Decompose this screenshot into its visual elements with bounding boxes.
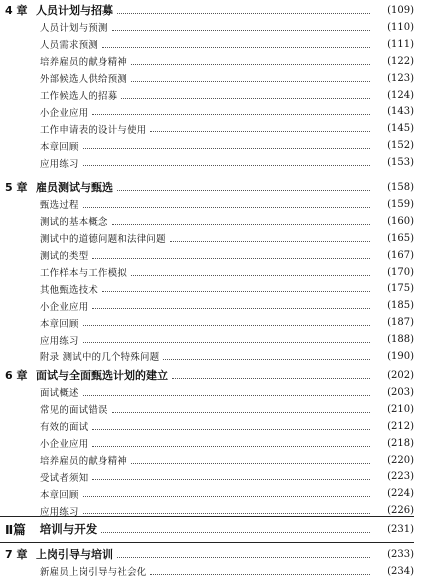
- page-number: (158): [387, 181, 414, 193]
- dot-leader: [83, 207, 370, 208]
- part-2-heading: [0, 519, 426, 539]
- toc-entry: [0, 264, 426, 281]
- entry-title: 甄选过程: [40, 200, 79, 212]
- page-number: (185): [387, 300, 414, 312]
- page-number: (220): [387, 454, 414, 466]
- page-number: (231): [387, 523, 414, 535]
- dot-leader: [150, 574, 370, 575]
- entry-title: 受试者须知: [40, 472, 89, 484]
- chapter-4: [0, 1, 426, 171]
- page-number: (143): [387, 106, 414, 118]
- entry-title: 培养雇员的献身精神: [40, 57, 128, 69]
- dot-leader: [83, 325, 370, 326]
- page-number: (212): [387, 420, 414, 432]
- page-number: (109): [387, 4, 414, 16]
- page-number: (175): [387, 283, 414, 295]
- chapter-title: 面试与全面甄选计划的建立: [36, 369, 168, 382]
- page-number: (152): [387, 140, 414, 152]
- page-number: (160): [387, 215, 414, 227]
- toc-entry: [0, 87, 426, 104]
- dot-leader: [131, 64, 370, 65]
- toc-entry: [0, 36, 426, 53]
- entry-title: 应用练习: [40, 335, 79, 347]
- dot-leader: [112, 30, 370, 31]
- entry-title: 面试概述: [40, 388, 79, 400]
- chapter-number: 7 章: [5, 548, 28, 561]
- entry-title: 小企业应用: [40, 301, 89, 313]
- dot-leader: [102, 47, 370, 48]
- entry-title: 本章回顾: [40, 318, 79, 330]
- toc-entry: [0, 103, 426, 120]
- entry-title: 测试的基本概念: [40, 217, 108, 229]
- chapter-heading: [0, 1, 426, 19]
- toc-entry: [0, 137, 426, 154]
- dot-leader: [83, 395, 370, 396]
- toc-entry: [0, 70, 426, 87]
- chapter-number: 5 章: [5, 181, 28, 194]
- dot-leader: [170, 241, 370, 242]
- chapter-heading: [0, 366, 426, 384]
- chapter-title: 雇员测试与甄选: [36, 181, 113, 194]
- entry-title: 工作候选人的招募: [40, 91, 118, 102]
- entry-title: 外部候选人供给预测: [40, 74, 128, 86]
- chapter-heading: [0, 545, 426, 563]
- toc-entry: [0, 297, 426, 314]
- entry-title: 小企业应用: [40, 107, 89, 119]
- dot-leader: [131, 463, 370, 464]
- entry-title: 有效的面试: [40, 422, 89, 434]
- entry-title: 人员需求预测: [40, 40, 99, 52]
- page-number: (226): [387, 505, 414, 517]
- toc-entry: [0, 331, 426, 348]
- entry-title: 小企业应用: [40, 439, 89, 451]
- chapter-heading: [0, 178, 426, 196]
- page-number: (234): [387, 565, 414, 577]
- dot-leader: [92, 429, 370, 430]
- dot-leader: [102, 291, 370, 292]
- dot-leader: [112, 412, 370, 413]
- dot-leader: [83, 342, 370, 343]
- toc-entry: [0, 485, 426, 502]
- page-number: (203): [387, 386, 414, 398]
- dot-leader: [112, 224, 370, 225]
- entry-title: 应用练习: [40, 506, 79, 518]
- page-number: (110): [387, 21, 414, 33]
- page-number: (190): [387, 350, 414, 362]
- chapter-number: 4 章: [5, 4, 28, 17]
- toc-entry: [0, 384, 426, 401]
- chapter-number: 6 章: [5, 369, 28, 382]
- toc-entry: [0, 418, 426, 435]
- page-number: (210): [387, 403, 414, 415]
- entry-title: 其他甄选技术: [40, 284, 99, 296]
- dot-leader: [83, 513, 370, 514]
- page-number: (202): [387, 369, 414, 381]
- part-heading-row: [0, 519, 426, 539]
- dot-leader: [92, 258, 370, 259]
- toc-entry: [0, 314, 426, 331]
- page-number: (165): [387, 232, 414, 244]
- dot-leader: [92, 479, 370, 480]
- dot-leader: [92, 446, 370, 447]
- toc-entry: [0, 196, 426, 213]
- part-label: Ⅱ篇: [5, 522, 26, 537]
- entry-title: 测试中的道德问题和法律问题: [40, 234, 166, 246]
- entry-title: 附录 测试中的几个特殊问题: [40, 352, 160, 364]
- toc-entry: [0, 230, 426, 247]
- toc-entry: [0, 213, 426, 230]
- entry-title: 常见的面试错误: [40, 405, 108, 417]
- page-number: (218): [387, 437, 414, 449]
- dot-leader: [117, 557, 370, 558]
- entry-title: 培养雇员的献身精神: [40, 456, 128, 467]
- page-number: (170): [387, 266, 414, 278]
- toc-entry: [0, 280, 426, 297]
- entry-title: 工作样本与工作模拟: [40, 268, 128, 279]
- part-rule-top: [0, 516, 414, 517]
- page-number: (145): [387, 123, 414, 135]
- part-title: 培训与开发: [39, 522, 98, 536]
- page-number: (111): [387, 38, 414, 50]
- page-number: (223): [387, 471, 414, 483]
- toc-entry: [0, 120, 426, 137]
- chapter-6: [0, 366, 426, 519]
- dot-leader: [83, 496, 370, 497]
- toc-entry: [0, 154, 426, 171]
- entry-title: 测试的类型: [40, 251, 89, 263]
- toc-entry: [0, 247, 426, 264]
- part-rule-bottom: [0, 542, 414, 543]
- toc-entry: [0, 452, 426, 469]
- toc-entry: [0, 348, 426, 365]
- entry-title: 本章回顾: [40, 489, 79, 501]
- page-number: (124): [387, 89, 414, 101]
- toc-entry: [0, 563, 426, 580]
- dot-leader: [101, 532, 370, 533]
- chapter-5: [0, 178, 426, 365]
- toc-entry: [0, 435, 426, 452]
- dot-leader: [150, 131, 370, 132]
- page-number: (233): [387, 548, 414, 560]
- chapter-title: 人员计划与招募: [36, 4, 113, 17]
- dot-leader: [83, 148, 370, 149]
- page-number: (123): [387, 72, 414, 84]
- toc-entry: [0, 53, 426, 70]
- dot-leader: [131, 81, 370, 82]
- page-number: (187): [387, 317, 414, 329]
- page-number: (167): [387, 249, 414, 261]
- entry-title: 应用练习: [40, 158, 79, 170]
- dot-leader: [92, 114, 370, 115]
- dot-leader: [121, 98, 370, 99]
- page-number: (188): [387, 334, 414, 346]
- dot-leader: [117, 13, 370, 14]
- page-number: (224): [387, 488, 414, 500]
- entry-title: 新雇员上岗引导与社会化: [40, 567, 147, 579]
- entry-title: 工作申请表的设计与使用: [40, 124, 147, 136]
- page-number: (122): [387, 55, 414, 67]
- toc-entry: [0, 468, 426, 485]
- dot-leader: [92, 308, 370, 309]
- page-number: (159): [387, 198, 414, 210]
- dot-leader: [163, 359, 370, 360]
- entry-title: 本章回顾: [40, 141, 79, 153]
- chapter-title: 上岗引导与培训: [36, 548, 113, 561]
- chapter-7: [0, 545, 426, 580]
- dot-leader: [131, 275, 370, 276]
- dot-leader: [172, 378, 370, 379]
- toc-entry: [0, 19, 426, 36]
- dot-leader: [117, 190, 370, 191]
- dot-leader: [83, 165, 370, 166]
- page-number: (153): [387, 157, 414, 169]
- entry-title: 人员计划与预测: [40, 23, 108, 35]
- toc-entry: [0, 401, 426, 418]
